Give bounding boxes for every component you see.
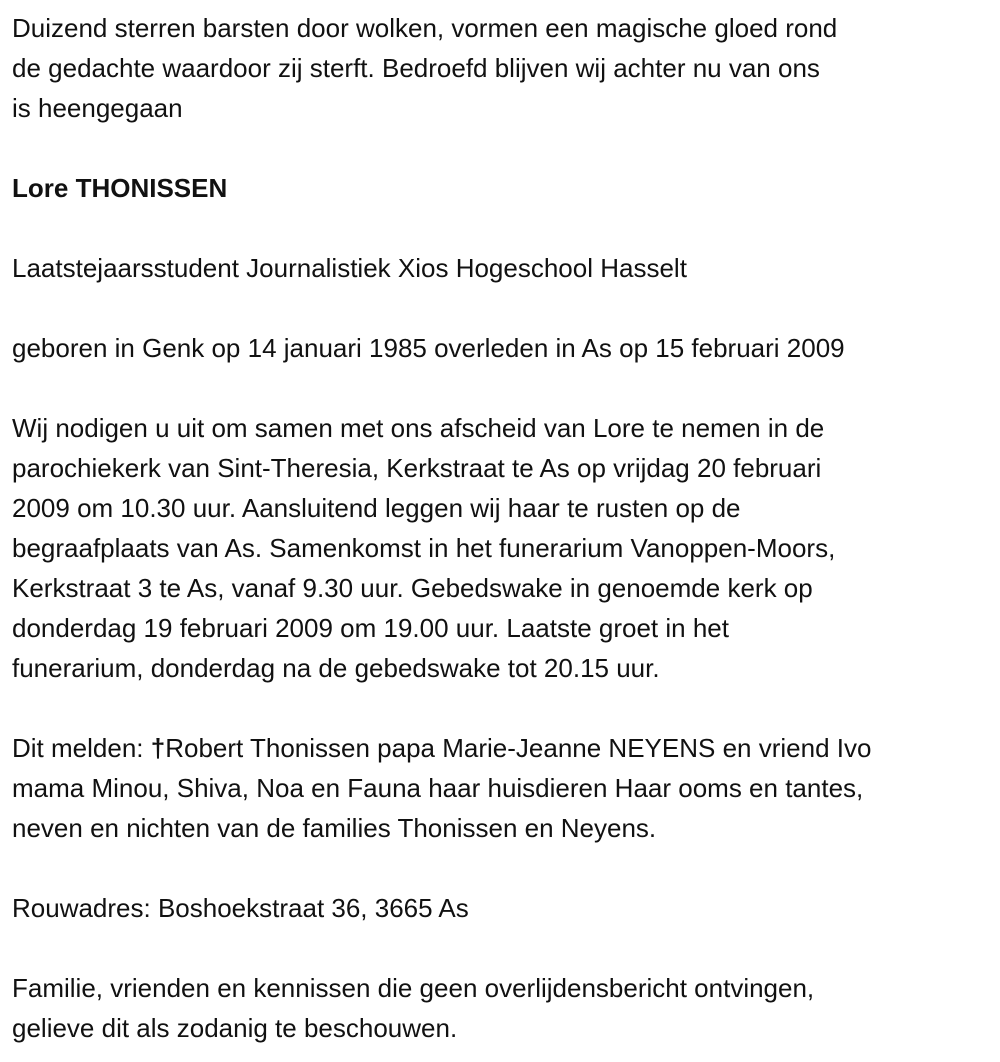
deceased-name-paragraph <box>12 168 1000 208</box>
deceased-name: Lore THONISSEN <box>12 173 228 203</box>
invitation-line: Kerkstraat 3 te As, vanaf 9.30 uur. Gebedswake in genoemde kerk op <box>12 573 813 603</box>
cross-icon: † <box>150 733 166 763</box>
invitation-line: Wij nodigen u uit om samen met ons afscheid van Lore te nemen in de <box>12 413 825 443</box>
closing-line: gelieve dit als zodanig te beschouwen. <box>12 1013 458 1043</box>
invitation-line: begraafplaats van As. Samenkomst in het funerarium Vanoppen-Moors, <box>12 533 836 563</box>
announcers-text: Robert Thonissen papa Marie-Jeanne NEYENS en vriend Ivo <box>165 733 872 763</box>
announcers-paragraph <box>12 728 1000 848</box>
announcers-line: neven en nichten van de families Thonissen en Neyens. <box>12 813 657 843</box>
announcers-prefix: Dit melden: <box>12 733 151 763</box>
intro-paragraph <box>12 8 1000 128</box>
invitation-line: funerarium, donderdag na de gebedswake tot 20.15 uur. <box>12 653 660 683</box>
mourning-address: Rouwadres: Boshoekstraat 36, 3665 As <box>12 893 469 923</box>
announcers-line <box>12 728 1000 768</box>
occupation-paragraph <box>12 248 1000 288</box>
invitation-line: 2009 om 10.30 uur. Aansluitend leggen wij haar te rusten op de <box>12 493 741 523</box>
birth-death: geboren in Genk op 14 januari 1985 overleden in As op 15 februari 2009 <box>12 333 845 363</box>
closing-paragraph <box>12 968 1000 1048</box>
address-paragraph <box>12 888 1000 928</box>
birth-death-paragraph <box>12 328 1000 368</box>
intro-line: de gedachte waardoor zij sterft. Bedroefd blijven wij achter nu van ons <box>12 53 820 83</box>
invitation-paragraph <box>12 408 1000 688</box>
occupation: Laatstejaarsstudent Journalistiek Xios Hogeschool Hasselt <box>12 253 687 283</box>
invitation-line: parochiekerk van Sint-Theresia, Kerkstraat te As op vrijdag 20 februari <box>12 453 822 483</box>
intro-line: Duizend sterren barsten door wolken, vormen een magische gloed rond <box>12 13 838 43</box>
closing-line: Familie, vrienden en kennissen die geen overlijdensbericht ontvingen, <box>12 973 815 1003</box>
intro-line: is heengegaan <box>12 93 183 123</box>
announcers-line: mama Minou, Shiva, Noa en Fauna haar huisdieren Haar ooms en tantes, <box>12 773 864 803</box>
invitation-line: donderdag 19 februari 2009 om 19.00 uur. Laatste groet in het <box>12 613 729 643</box>
